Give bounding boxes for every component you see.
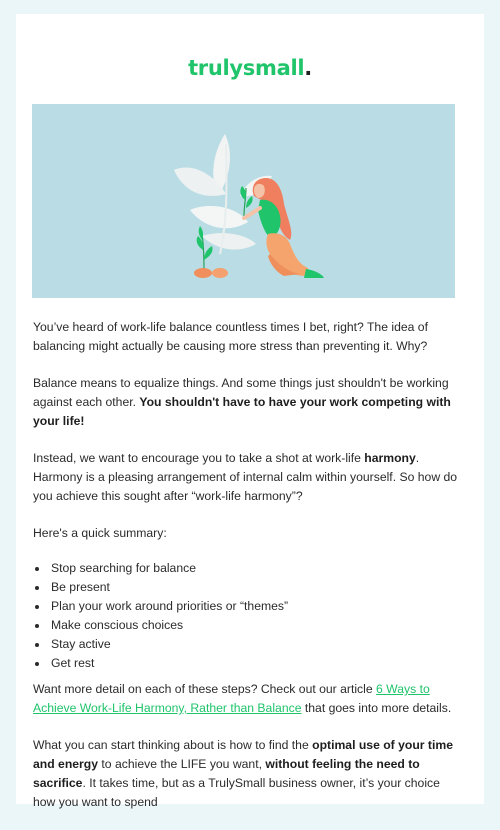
list-item: • Get rest [49, 654, 465, 673]
paragraph-optimal-text-a: What you can start thinking about is how to find the [33, 738, 313, 752]
paragraph-optimal-bold-1: optimal use of your time and energy [33, 738, 453, 771]
paragraph-harmony-text-b: . Harmony is a pleasing arrangement of internal calm within yourself. So how do you achieve this sought after “work-life harmony”? [33, 451, 458, 503]
list-item: • Stay active [49, 635, 465, 654]
paragraph-more-detail-text-a: Want more detail on each of these steps? Check out our article [33, 682, 377, 696]
paragraph-optimal-text-b: to achieve the LIFE you want, [98, 757, 266, 771]
paragraph-intro: You’ve heard of work-life balance countless times I bet, right? The idea of balancing might actually be causing more stress than preventing it. Why? [33, 320, 428, 353]
woman-planting-illustration-icon [32, 104, 455, 298]
paragraph-optimal-use [33, 736, 465, 812]
paragraph-balance [33, 374, 465, 431]
brand-logo[interactable] [16, 56, 484, 80]
list-item: • Stop searching for balance [49, 559, 465, 578]
paragraph-harmony-bold: harmony [364, 451, 416, 465]
paragraph-more-detail [33, 680, 465, 718]
brand-name: trulysmall [188, 56, 305, 80]
summary-list [33, 559, 465, 673]
paragraph-more-detail-text-b: that goes into more details. [301, 701, 452, 715]
email-body [33, 318, 465, 830]
paragraph-balance-bold: You shouldn't have to have your work competing with your life! [33, 395, 451, 428]
hero-image [32, 104, 455, 298]
brand-dot: . [304, 56, 312, 80]
list-item: • Plan your work around priorities or “themes” [49, 597, 465, 616]
article-link[interactable]: 6 Ways to Achieve Work-Life Harmony, Rather than Balance [33, 682, 430, 715]
paragraph-optimal-bold-2: without feeling the need to sacrifice [33, 757, 420, 790]
paragraph-optimal-text-c: . It takes time, but as a TrulySmall business owner, it’s your choice how you want to spend [33, 776, 440, 809]
paragraph-harmony-text-a: Instead, we want to encourage you to take a shot at work-life [33, 451, 365, 465]
paragraph-harmony [33, 449, 465, 506]
paragraph-balance-text: Balance means to equalize things. And some things just shouldn't be working against each other. [33, 376, 449, 409]
list-item: • Make conscious choices [49, 616, 465, 635]
paragraph-summary-lead: Here's a quick summary: [33, 526, 167, 540]
email-card [16, 14, 484, 809]
list-item: • Be present [49, 578, 465, 597]
